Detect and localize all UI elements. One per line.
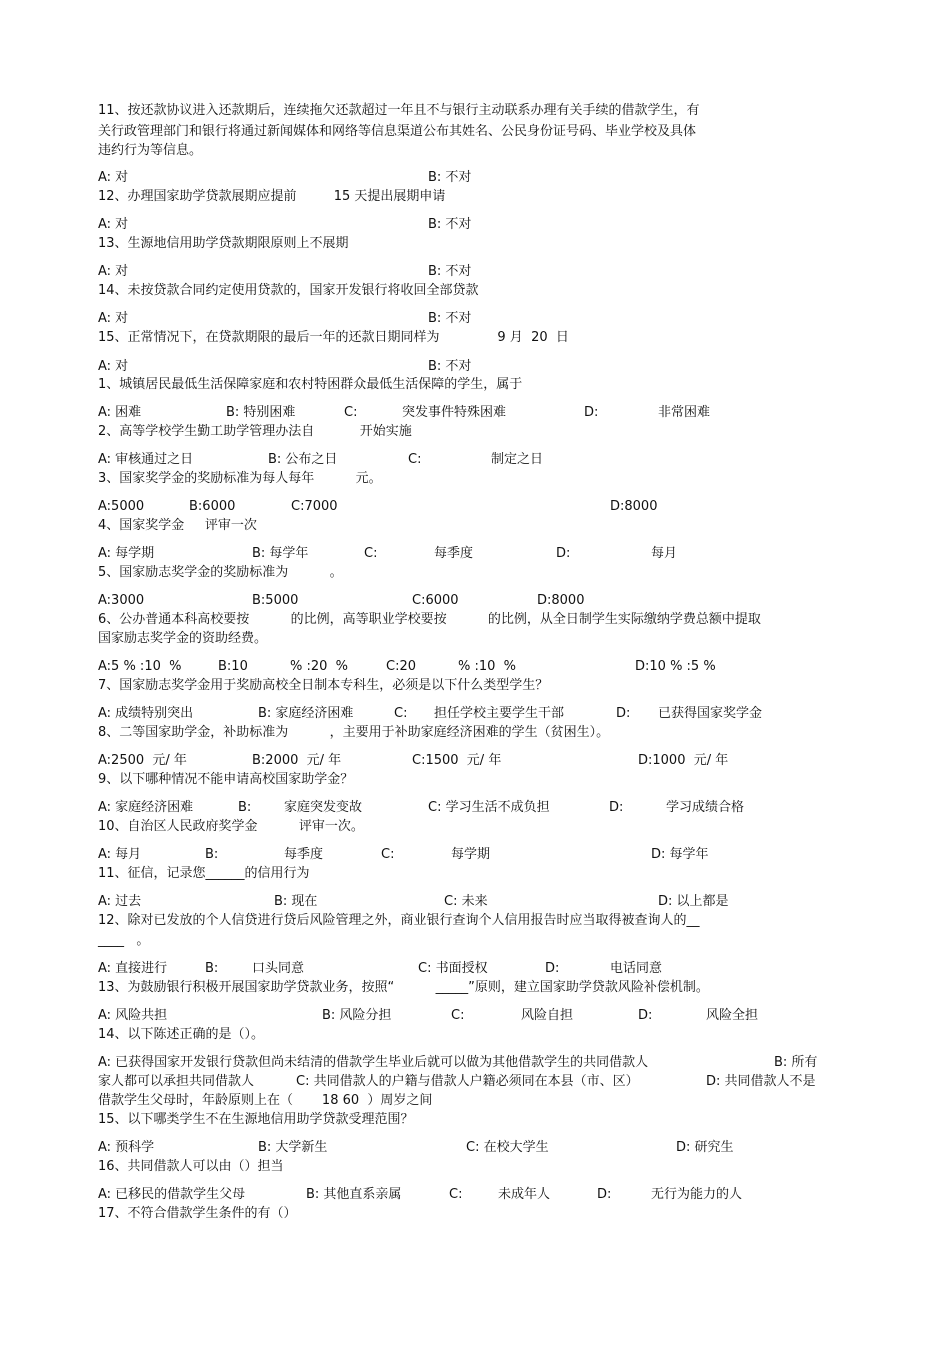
option-c: C:1500 元/ 年: [412, 753, 502, 768]
option-a: A: 对: [98, 170, 129, 185]
option-b-text: % :20 %: [290, 659, 349, 674]
option-d: D:: [638, 1008, 653, 1023]
option-c: C: 学习生活不成负担: [428, 800, 550, 815]
option-a: A:5000: [98, 499, 145, 514]
option-c: C:: [344, 405, 358, 420]
option-a: A: 对: [98, 311, 129, 326]
option-d-text: 已获得国家奖学金: [658, 706, 763, 721]
question-text: 17、不符合借款学生条件的有（）: [98, 1206, 297, 1221]
option-b: B:: [238, 800, 252, 815]
option-b: B: 大学新生: [258, 1140, 328, 1155]
option-c: C:20: [386, 659, 416, 674]
question-text: 5、国家励志奖学金的奖励标准为 。: [98, 565, 343, 580]
option-c-text: 突发事件特殊困难: [402, 405, 507, 420]
option-b: B: 其他直系亲属: [306, 1187, 402, 1202]
option-c-text: 担任学校主要学生干部: [434, 706, 565, 721]
option-b: B: 不对: [428, 311, 472, 326]
question-text: 7、国家励志奖学金用于奖励高校全日制本专科生，必须是以下什么类型学生？: [98, 678, 549, 693]
option-d-text: 无行为能力的人: [651, 1187, 743, 1202]
option-c: C: 书面授权: [418, 961, 488, 976]
option-a: A: 家庭经济困难: [98, 800, 194, 815]
question-text: 12、办理国家助学贷款展期应提前 15 天提出展期申请: [98, 189, 446, 204]
question-text: 8、二等国家助学金，补助标准为 ，主要用于补助家庭经济困难的学生（贫困生）。: [98, 725, 610, 740]
option-a: A: 直接进行: [98, 961, 168, 976]
question-text: 3、国家奖学金的奖励标准为每人每年 元。: [98, 471, 382, 486]
question-text: 11、征信，记录您______的信用行为: [98, 866, 310, 881]
option-b: B: 公布之日: [268, 452, 338, 467]
option-b: B: 不对: [428, 359, 472, 374]
option-c-text: % :10 %: [458, 659, 517, 674]
option-b-continued: 家人都可以承担共同借款人: [98, 1074, 255, 1089]
option-b: B:5000: [252, 593, 299, 608]
question-text: ____ 。: [98, 933, 150, 948]
option-a: A:3000: [98, 593, 145, 608]
option-c-text: 制定之日: [491, 452, 544, 467]
option-d: D:: [545, 961, 560, 976]
option-b: B: 现在: [274, 894, 318, 909]
option-b: B: 家庭经济困难: [258, 706, 354, 721]
option-d-text: 风险全担: [706, 1008, 759, 1023]
option-a: A: 已获得国家开发银行贷款但尚未结清的借款学生毕业后就可以做为其他借款学生的共同借款人: [98, 1055, 649, 1070]
option-b: B: 特别困难: [226, 405, 296, 420]
option-b-text: 每季度: [284, 847, 324, 862]
option-c-text: 每季度: [434, 546, 474, 561]
option-d: D:: [616, 706, 631, 721]
option-a: A: 每月: [98, 847, 142, 862]
option-d: D: 研究生: [676, 1140, 734, 1155]
option-d: D: 每学年: [651, 847, 709, 862]
option-d: D:8000: [537, 593, 585, 608]
question-text: 15、正常情况下，在贷款期限的最后一年的还款日期同样为 9 月 20 日: [98, 330, 569, 345]
question-text: 9、以下哪种情况不能申请高校国家助学金？: [98, 772, 354, 787]
option-b: B:6000: [189, 499, 236, 514]
option-b-text: 口头同意: [252, 961, 305, 976]
question-text: 11、按还款协议进入还款期后，连续拖欠还款超过一年且不与银行主动联系办理有关手续的借款学生，有: [98, 103, 700, 118]
option-b-text: 家庭突发变故: [284, 800, 363, 815]
question-text: 10、自治区人民政府奖学金 评审一次。: [98, 819, 364, 834]
option-c: C: 共同借款人的户籍与借款人户籍必须同在本县（市、区）: [296, 1074, 639, 1089]
option-b: B: 不对: [428, 217, 472, 232]
option-d: D:: [597, 1187, 612, 1202]
option-c: C:7000: [291, 499, 338, 514]
option-a: A:5 % :10 %: [98, 659, 182, 674]
question-text: 6、公办普通本科高校要按 的比例，高等职业学校要按 的比例，从全日制学生实际缴纳学费总额中提取: [98, 612, 761, 627]
question-text: 13、为鼓励银行积极开展国家助学贷款业务，按照“ _____”原则，建立国家助学贷款风险补偿机制。: [98, 980, 709, 995]
question-text: 15、以下哪类学生不在生源地信用助学贷款受理范围？: [98, 1112, 414, 1127]
option-b: B:2000 元/ 年: [252, 753, 342, 768]
option-c: C:: [394, 706, 408, 721]
option-b: B:: [205, 847, 219, 862]
option-a: A: 每学期: [98, 546, 155, 561]
option-b: B:10: [218, 659, 248, 674]
question-text: 4、国家奖学金 评审一次: [98, 518, 257, 533]
question-text: 关行政管理部门和银行将通过新闻媒体和网络等信息渠道公布其姓名、公民身份证号码、毕业学校及具体: [98, 124, 697, 139]
option-d: D:: [584, 405, 599, 420]
option-d-text: 电话同意: [610, 961, 663, 976]
option-b: B:: [205, 961, 219, 976]
option-d-text: 学习成绩合格: [666, 800, 745, 815]
question-text: 12、除对已发放的个人信贷进行贷后风险管理之外，商业银行查询个人信用报告时应当取得被查询人的__: [98, 913, 700, 928]
question-text: 16、共同借款人可以由（）担当: [98, 1159, 284, 1174]
question-text: 14、未按贷款合同约定使用贷款的，国家开发银行将收回全部贷款: [98, 283, 479, 298]
option-c: C: 未来: [444, 894, 488, 909]
option-c: C:: [381, 847, 395, 862]
option-c: C:: [408, 452, 422, 467]
option-a: A: 风险共担: [98, 1008, 168, 1023]
option-a: A: 审核通过之日: [98, 452, 194, 467]
option-d: D:8000: [610, 499, 658, 514]
option-d: D: 以上都是: [658, 894, 729, 909]
option-c-text: 每学期: [451, 847, 491, 862]
option-c-text: 未成年人: [498, 1187, 551, 1202]
option-a: A: 预科学: [98, 1140, 155, 1155]
option-c: C: 在校大学生: [466, 1140, 549, 1155]
option-c: C:: [449, 1187, 463, 1202]
option-a: A: 已移民的借款学生父母: [98, 1187, 246, 1202]
question-text: 13、生源地信用助学贷款期限原则上不展期: [98, 236, 349, 251]
option-c: C:: [451, 1008, 465, 1023]
option-a: A: 困难: [98, 405, 142, 420]
option-b: B: 所有: [774, 1055, 818, 1070]
option-d-continued: 借款学生父母时，年龄原则上在（ 18 60 ）周岁之间: [98, 1093, 433, 1108]
option-a: A: 对: [98, 359, 129, 374]
option-b: B: 每学年: [252, 546, 309, 561]
option-d-text: 每月: [651, 546, 678, 561]
option-a: A: 对: [98, 217, 129, 232]
question-text: 国家励志奖学金的资助经费。: [98, 631, 268, 646]
question-text: 14、以下陈述正确的是（）。: [98, 1027, 265, 1042]
option-a: A: 对: [98, 264, 129, 279]
option-a: A: 过去: [98, 894, 142, 909]
option-b: B: 风险分担: [322, 1008, 392, 1023]
option-d: D: 共同借款人不是: [706, 1074, 816, 1089]
option-b: B: 不对: [428, 264, 472, 279]
option-a: A:2500 元/ 年: [98, 753, 187, 768]
option-d-text: 非常困难: [658, 405, 711, 420]
question-text: 2、高等学校学生勤工助学管理办法自 开始实施: [98, 424, 412, 439]
option-d: D:1000 元/ 年: [638, 753, 729, 768]
option-d: D:: [556, 546, 571, 561]
option-b: B: 不对: [428, 170, 472, 185]
option-c: C:6000: [412, 593, 459, 608]
option-c: C:: [364, 546, 378, 561]
option-d: D:: [609, 800, 624, 815]
question-text: 违约行为等信息。: [98, 143, 203, 158]
option-a: A: 成绩特别突出: [98, 706, 194, 721]
option-d: D:10 % :5 %: [635, 659, 716, 674]
option-c-text: 风险自担: [521, 1008, 574, 1023]
question-text: 1、城镇居民最低生活保障家庭和农村特困群众最低生活保障的学生，属于: [98, 377, 523, 392]
